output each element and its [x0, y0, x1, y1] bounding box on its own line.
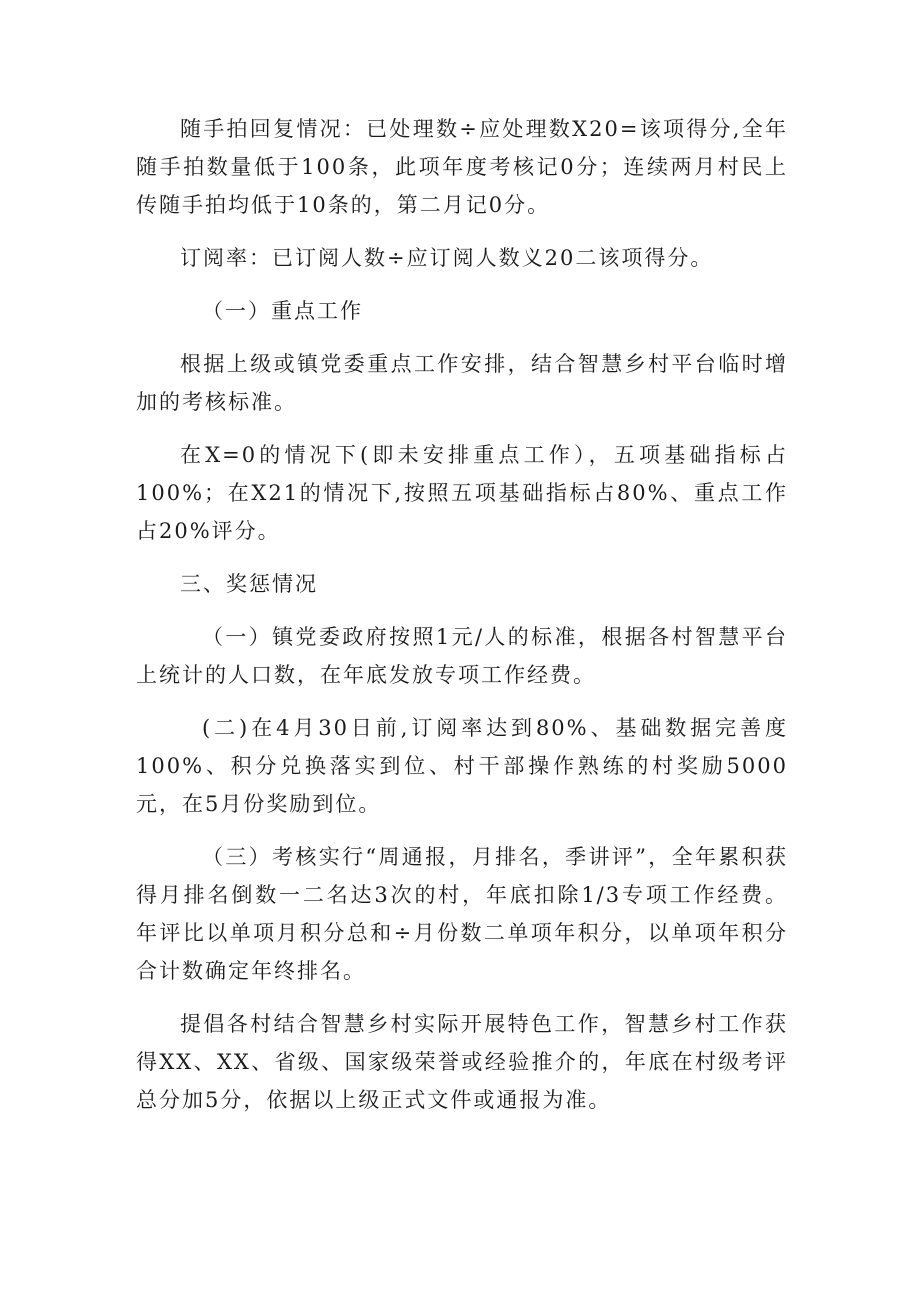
paragraph-reward-two: (二)在4月30日前,订阅率达到80%、基础数据完善度100%、积分兑换落实到位、村干部操作熟练的村奖励5000元，在5月份奖励到位。: [136, 716, 788, 816]
paragraph-weighting: 在X=0的情况下(即未安排重点工作），五项基础指标占100%；在X21的情况下,按照五项基础指标占80%、重点工作占20%评分。: [136, 443, 788, 543]
paragraph-photo-reply: 随手拍回复情况：已处理数÷应处理数X20=该项得分,全年随手拍数量低于100条，此项年度考核记0分；连续两月村民上传随手拍均低于10条的，第二月记0分。: [136, 117, 788, 217]
paragraph-subscription-rate: 订阅率：已订阅人数÷应订阅人数义20二该项得分。: [180, 246, 714, 270]
paragraph-reward-one: （一）镇党委政府按照1元/人的标准，根据各村智慧平台上统计的人口数，在年底发放专项工作经费。: [136, 625, 788, 687]
paragraph-reward-three: （三）考核实行“周通报，月排名，季讲评”，全年累积获得月排名倒数一二名达3次的村，年底扣除1/3专项工作经费。年评比以单项月积分总和÷月份数二单项年积分，以单项年积分合计数确定年终排名。: [136, 845, 788, 983]
paragraph-key-work-standard: 根据上级或镇党委重点工作安排，结合智慧乡村平台临时增加的考核标准。: [136, 352, 788, 414]
section-heading-key-work: （一）重点工作: [202, 299, 363, 323]
paragraph-special-work: 提倡各村结合智慧乡村实际开展特色工作，智慧乡村工作获得XX、XX、省级、国家级荣誉或经验推介的，年底在村级考评总分加5分，依据以上级正式文件或通报为准。: [136, 1012, 788, 1112]
section-heading-rewards: 三、奖惩情况: [180, 572, 318, 596]
